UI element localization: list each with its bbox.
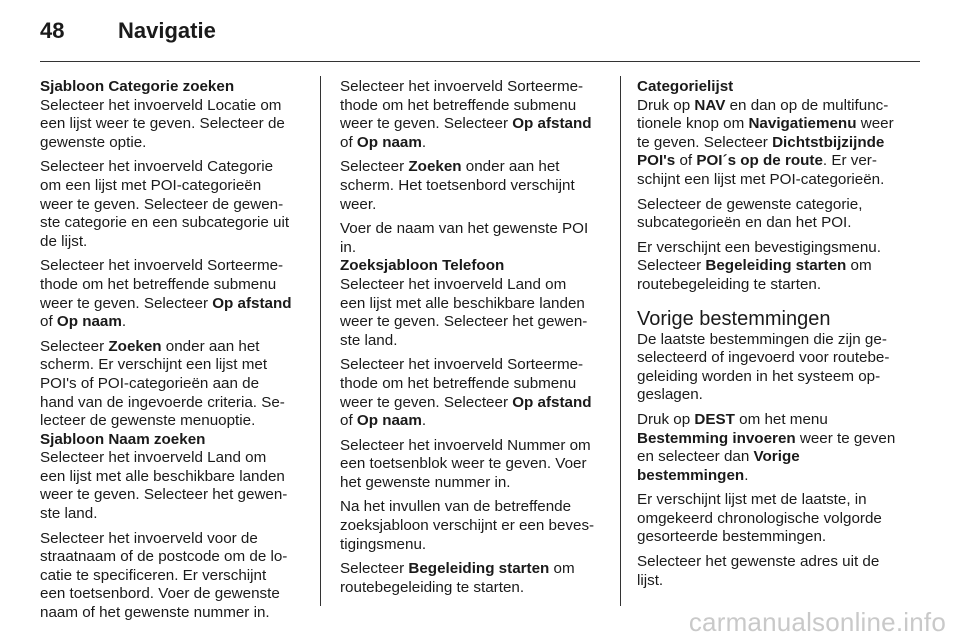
text-run: onder aan het [461,158,560,176]
text-line [340,158,606,177]
paragraph [40,338,306,431]
text-line: routebegeleiding te starten. [637,275,822,293]
text-line [637,467,905,486]
text-run: . [421,133,427,151]
paragraph [340,560,606,597]
column-2 [340,78,606,603]
paragraph [637,411,905,485]
paragraph [340,437,606,493]
text-line: zoeksjabloon verschijnt er een beves- [340,517,595,535]
text-line: scherm. Er verschijnt een lijst met [40,356,268,374]
text-line: Selecteer het invoerveld Sorteerme- [40,257,284,275]
text-run: of [340,412,357,430]
text-line: tigingsmenu. [340,535,427,553]
text-line: lijst. [637,571,664,589]
text-run: om [846,257,872,275]
paragraph [40,449,306,523]
text-run: weer [856,115,894,133]
text-run: te geven. Selecteer [637,133,773,151]
text-line: weer. [340,195,377,213]
text-run: om [549,560,575,578]
text-run: Druk op [637,96,695,114]
text-line: de lijst. [40,232,88,250]
text-line [340,115,606,134]
text-line: selecteerd of ingevoerd voor routebe- [637,349,890,367]
text-line: Selecteer het gewenste adres uit de [637,553,880,571]
text-line [40,338,306,357]
text-run: of [340,133,357,151]
text-line: Selecteer de gewenste categorie, [637,195,863,213]
text-line: geleiding worden in het systeem op- [637,367,881,385]
text-run: of [40,313,57,331]
text-line: Selecteer het invoerveld Nummer om [340,436,591,454]
paragraph [40,97,306,153]
paragraph [340,356,606,430]
text-line: naam of het gewenste nummer in. [40,604,270,622]
subheading-category-search: Sjabloon Categorie zoeken [40,78,235,95]
paragraph [637,491,905,547]
text-line [637,134,905,153]
bold-term: Op afstand [512,115,592,133]
bold-term: Op naam [356,412,422,430]
text-line: scherm. Het toetsenbord verschijnt [340,176,575,194]
page-header [40,16,920,56]
text-line [637,430,905,449]
bold-term: Op afstand [212,294,292,312]
column-1 [40,78,306,629]
text-run: om het menu [734,410,828,428]
paragraph [637,331,905,405]
text-run: weer te geven. Selecteer [340,115,513,133]
text-line: een lijst met alle beschikbare landen [40,467,285,485]
subheading-name-search: Sjabloon Naam zoeken [40,430,206,448]
text-line: om een lijst met POI-categorieën [40,176,262,194]
text-line [40,295,306,314]
paragraph [637,239,905,295]
text-line [637,152,905,171]
text-line [637,448,905,467]
text-line: Na het invullen van de betreffende [340,498,572,516]
text-line: een lijst met alle beschikbare landen [340,294,585,312]
page-number: 48 [40,18,65,43]
text-run: . [121,313,127,331]
text-run: tionele knop om [637,115,749,133]
paragraph [40,257,306,331]
text-line: routebegeleiding te starten. [340,578,525,596]
paragraph [340,276,606,350]
bold-term: bestemmingen [637,466,745,484]
subheading-phone-search: Zoeksjabloon Telefoon [340,257,505,275]
text-line: Selecteer het invoerveld Land om [340,275,567,293]
column-divider [320,76,321,606]
bold-term: Bestemming invoeren [637,429,796,447]
column-divider [620,76,621,606]
text-line [340,134,606,153]
paragraph [637,97,905,190]
text-line: thode om het betreffende submenu [340,96,577,114]
text-line [340,560,606,579]
text-line: gesorteerde bestemmingen. [637,528,827,546]
bold-term: NAV [694,96,726,114]
bold-term: Vorige [753,448,800,466]
text-line: ste land. [40,505,98,523]
text-run: Selecteer [340,560,409,578]
section-title-previous-destinations: Vorige bestemmingen [637,307,831,330]
header-rule [40,61,920,62]
text-run: weer te geven. Selecteer [340,393,513,411]
text-line: catie te specificeren. Er verschijnt [40,566,267,584]
text-run: onder aan het [161,337,260,355]
text-line: Selecteer het invoerveld Locatie om [40,96,282,114]
text-line: Selecteer het invoerveld Land om [40,449,267,467]
text-line [637,411,905,430]
bold-term: Op afstand [512,393,592,411]
column-3 [637,78,905,596]
text-line: Selecteer het invoerveld voor de [40,529,258,547]
bold-term: Zoeken [108,337,162,355]
text-line [340,394,606,413]
text-line: een toetsenbord. Voer de gewenste [40,585,280,603]
text-line: Selecteer het invoerveld Categorie [40,158,274,176]
bold-term: Zoeken [408,158,462,176]
text-line: Selecteer het invoerveld Sorteerme- [340,78,584,95]
bold-term: Begeleiding starten [408,560,550,578]
text-line: schijnt een lijst met POI-categorieën. [637,170,885,188]
text-line: het gewenste nummer in. [340,473,511,491]
text-line: weer te geven. Selecteer de gewen- [40,195,284,213]
text-line: een lijst weer te geven. Selecteer de [40,115,285,133]
paragraph [340,158,606,214]
text-line: thode om het betreffende submenu [340,374,577,392]
paragraph [340,78,606,152]
text-run: . [421,412,427,430]
paragraph [637,196,905,233]
page-title: Navigatie [118,18,216,43]
text-line: geslagen. [637,386,703,404]
text-line: Er verschijnt lijst met de laatste, in [637,491,867,509]
text-line: Selecteer het invoerveld Sorteerme- [340,356,584,374]
text-run: . Er ver- [822,152,877,170]
text-run: of [675,152,697,170]
text-line: hand van de ingevoerde criteria. Se- [40,393,285,411]
text-line: lecteer de gewenste menuoptie. [40,412,256,430]
paragraph [40,158,306,251]
watermark-text: carmanualsonline.info [688,607,946,637]
text-line: gewenste optie. [40,133,147,151]
text-line: een toetsenblok weer te geven. Voer [340,455,587,473]
bold-term: DEST [694,410,735,428]
text-line [637,257,905,276]
text-line: POI's of POI-categorieën aan de [40,374,260,392]
text-line: omgekeerd chronologische volgorde [637,509,882,527]
text-line: Voer de naam van het gewenste POI [340,220,589,238]
subheading-category-list: Categorielijst [637,78,734,95]
bold-term: Navigatiemenu [748,115,857,133]
bold-term: Begeleiding starten [705,257,847,275]
text-line: Er verschijnt een bevestigingsmenu. [637,238,881,256]
text-run: Druk op [637,410,695,428]
text-line: subcategorieën en dan het POI. [637,214,852,232]
paragraph [637,553,905,590]
text-run: en selecteer dan [637,448,754,466]
text-run: weer te geven [795,429,896,447]
bold-term: POI´s op de route [696,152,823,170]
paragraph [40,530,306,623]
text-line [340,412,606,431]
text-line: ste land. [340,331,398,349]
text-run: . [744,466,749,484]
text-run: Selecteer [340,158,409,176]
text-line [40,313,306,332]
bold-term: POI's [637,152,676,170]
bold-term: Op naam [356,133,422,151]
bold-term: Op naam [56,313,122,331]
text-line: thode om het betreffende submenu [40,275,277,293]
text-run: en dan op de multifunc- [725,96,889,114]
paragraph [340,498,606,554]
text-run: Selecteer [40,337,109,355]
text-run: weer te geven. Selecteer [40,294,213,312]
text-line: weer te geven. Selecteer het gewen- [340,313,588,331]
text-line: ste categorie en een subcategorie uit [40,214,290,232]
text-line: in. [340,238,357,256]
text-line: De laatste bestemmingen die zijn ge- [637,330,887,348]
bold-term: Dichtstbijzijnde [772,133,885,151]
paragraph [340,220,606,257]
text-line [637,97,905,116]
text-line: straatnaam of de postcode om de lo- [40,548,288,566]
text-run: Selecteer [637,257,706,275]
text-line [637,115,905,134]
text-line: weer te geven. Selecteer het gewen- [40,486,288,504]
